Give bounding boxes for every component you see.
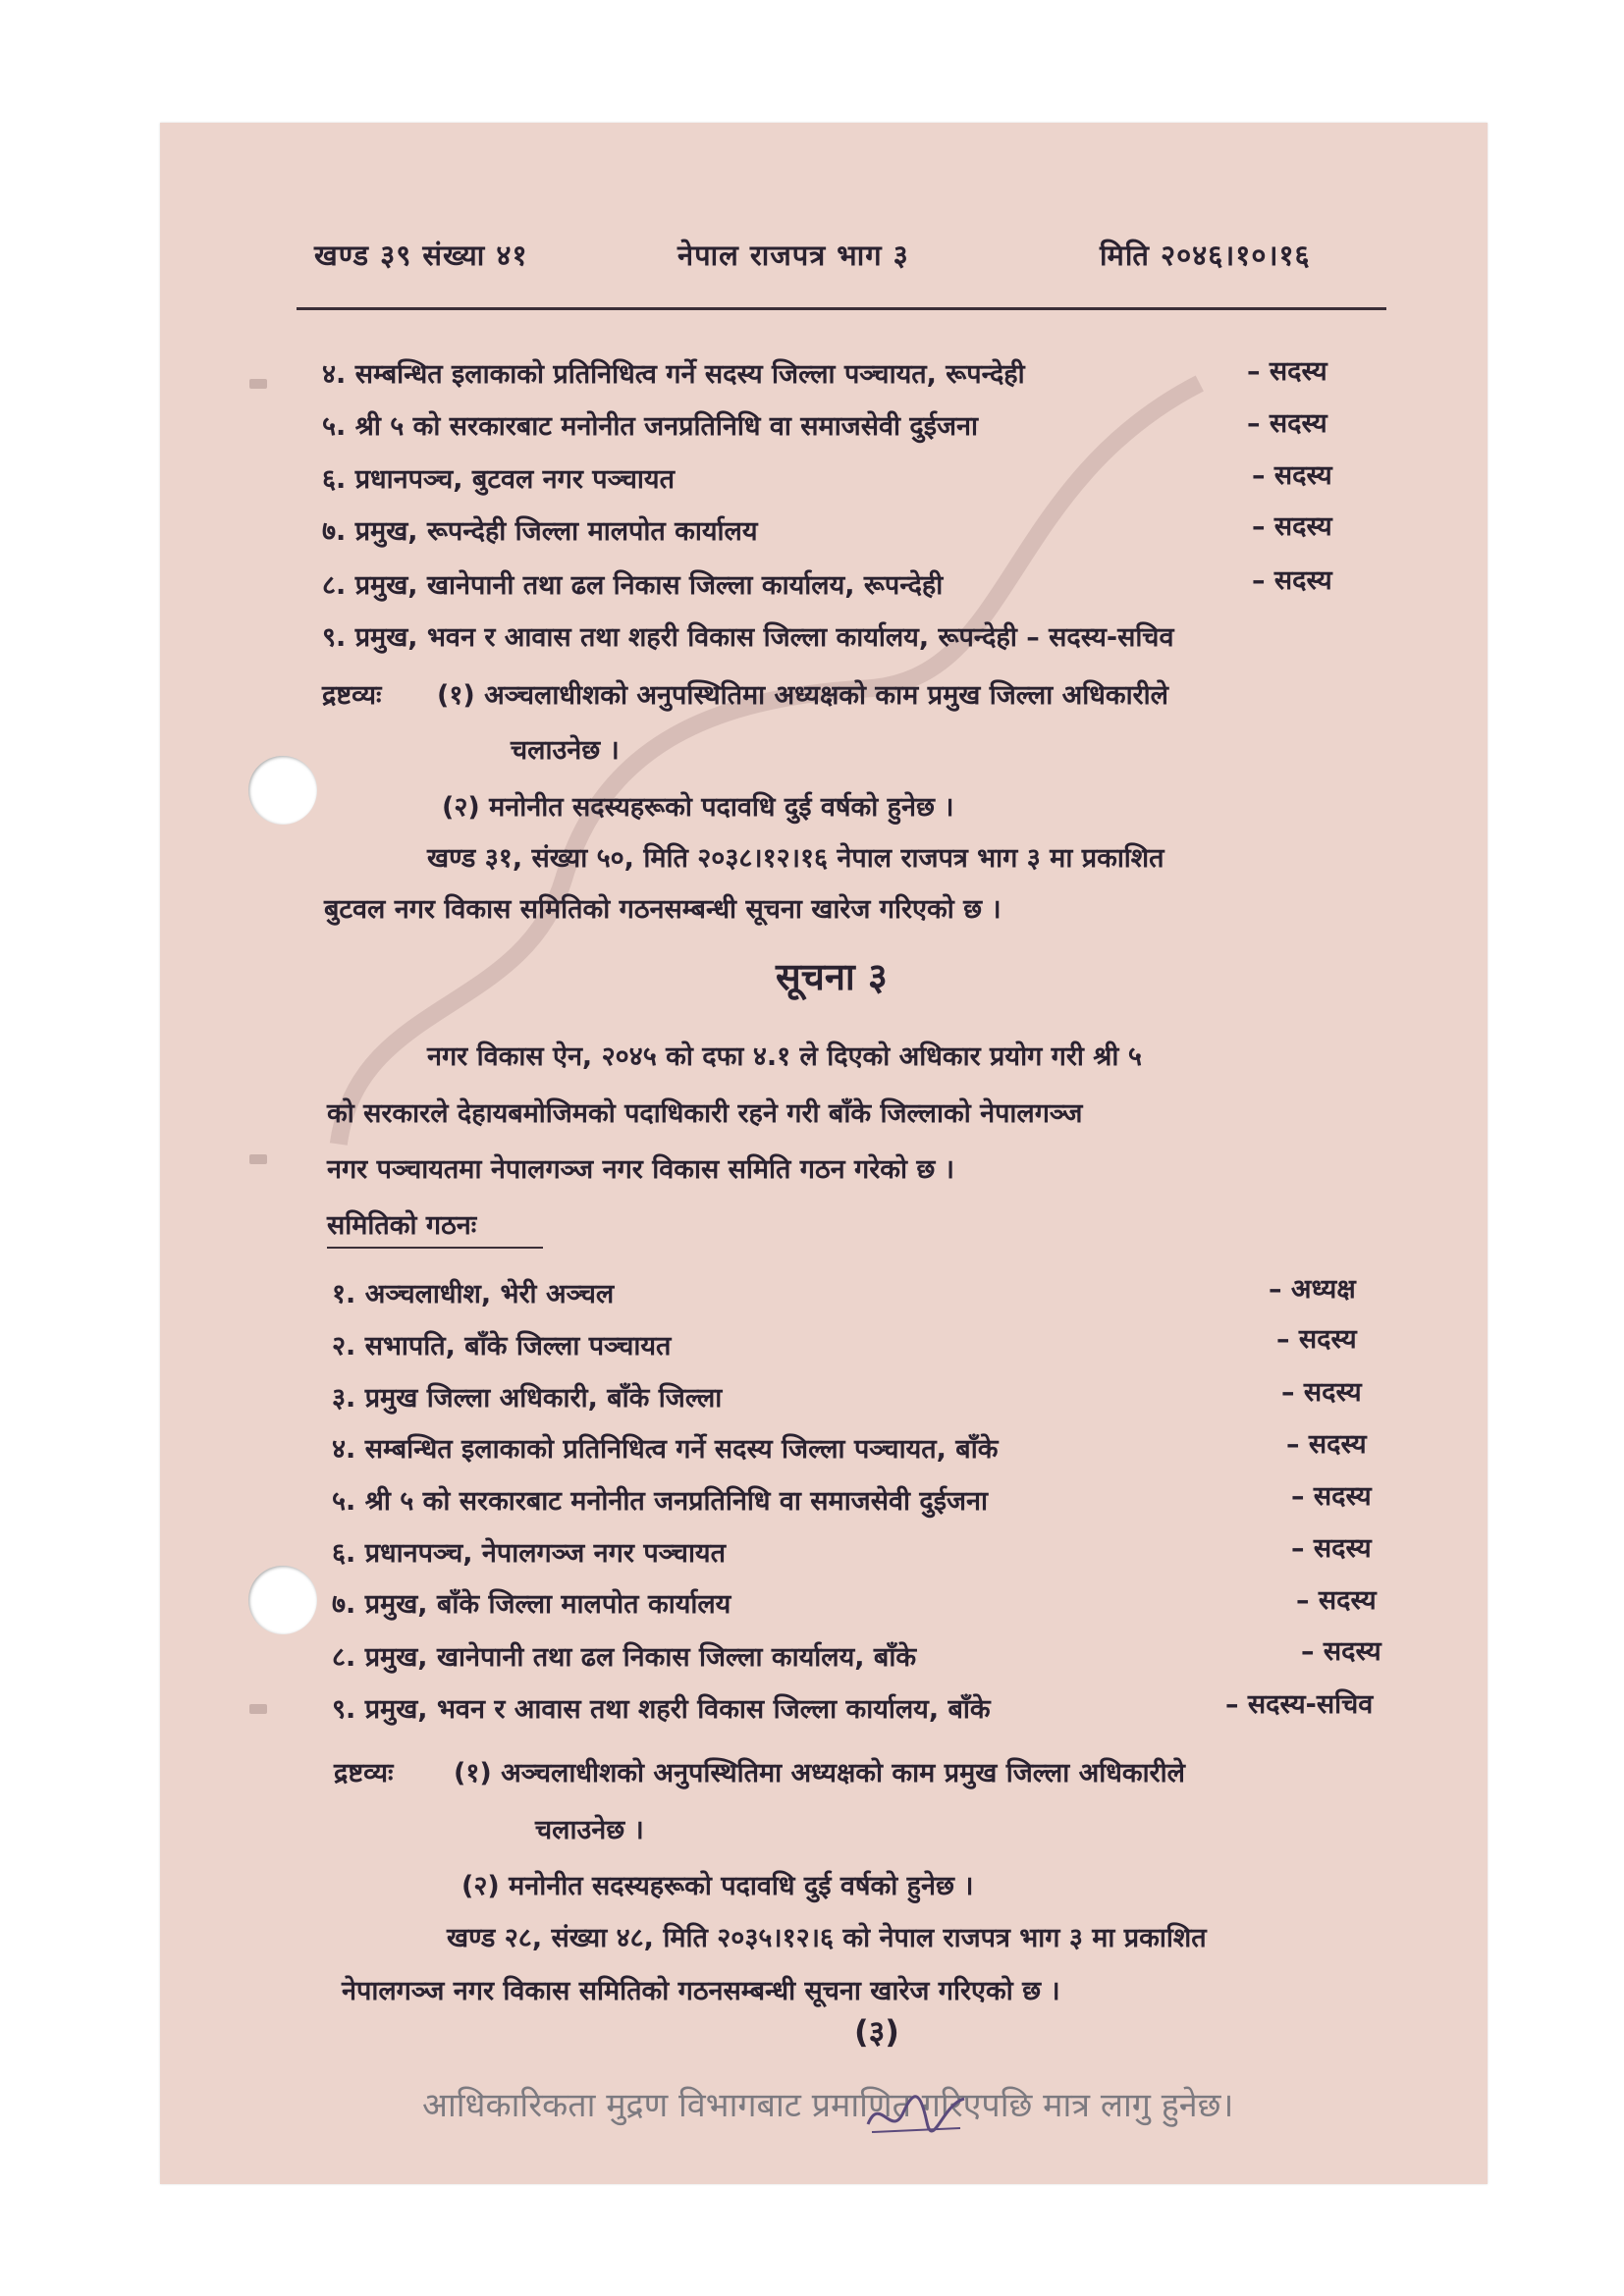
- header-gazette: नेपाल राजपत्र भाग ३: [677, 239, 909, 272]
- intro-line: को सरकारले देहायबमोजिमको पदाधिकारी रहने गरी बाँके जिल्लाको नेपालगञ्ज: [327, 1098, 1083, 1129]
- member-line: ९. प्रमुख, भवन र आवास तथा शहरी विकास जिल्ला कार्यालय, बाँके: [332, 1694, 991, 1725]
- member-line: ४. सम्बन्धित इलाकाको प्रतिनिधित्व गर्ने सदस्य जिल्ला पञ्चायत, रूपन्देही: [322, 359, 1025, 390]
- member-role: – अध्यक्ष: [1269, 1274, 1356, 1305]
- member-role: – सदस्य: [1291, 1533, 1372, 1564]
- gazette-header: [295, 236, 1394, 283]
- member-role: – सदस्य: [1252, 565, 1332, 596]
- member-line: ४. सम्बन्धित इलाकाको प्रतिनिधित्व गर्ने सदस्य जिल्ला पञ्चायत, बाँके: [332, 1434, 999, 1465]
- notice-title: सूचना ३: [776, 955, 888, 998]
- member-role: – सदस्य: [1252, 460, 1332, 491]
- member-role: – सदस्य-सचिव: [1225, 1689, 1374, 1720]
- member-role: – सदस्य: [1276, 1324, 1357, 1355]
- member-role: – सदस्य: [1252, 511, 1332, 542]
- member-line: ७. प्रमुख, बाँके जिल्ला मालपोत कार्यालय: [332, 1589, 731, 1620]
- header-rule: [297, 307, 1386, 310]
- member-line: ७. प्रमुख, रूपन्देही जिल्ला मालपोत कार्यालय: [322, 516, 758, 547]
- punch-hole: [248, 1566, 317, 1634]
- note-1-cont: चलाउनेछ ।: [535, 1815, 644, 1845]
- repeal-line-cont: बुटवल नगर विकास समितिको गठनसम्बन्धी सूचना खारेज गरिएको छ ।: [324, 894, 1001, 925]
- member-line: ६. प्रधानपञ्च, बुटवल नगर पञ्चायत: [322, 464, 675, 495]
- member-role: – सदस्य: [1291, 1481, 1372, 1512]
- repeal-line-cont: नेपालगञ्ज नगर विकास समितिको गठनसम्बन्धी सूचना खारेज गरिएको छ ।: [342, 1976, 1060, 2006]
- member-line: ३. प्रमुख जिल्ला अधिकारी, बाँके जिल्ला: [332, 1383, 723, 1414]
- repeal-line: खण्ड २८, संख्या ४८, मिति २०३५।१२।६ को नेपाल राजपत्र भाग ३ मा प्रकाशित: [447, 1923, 1207, 1953]
- intro-line: नगर पञ्चायतमा नेपालगञ्ज नगर विकास समिति गठन गरेको छ ।: [327, 1154, 954, 1185]
- member-line: ५. श्री ५ को सरकारबाट मनोनीत जनप्रतिनिधि वा समाजसेवी दुईजना: [322, 411, 978, 442]
- note-2: (२) मनोनीत सदस्यहरूको पदावधि दुई वर्षको हुनेछ ।: [442, 792, 954, 823]
- note-1-cont: चलाउनेछ ।: [511, 735, 620, 766]
- member-line: ८. प्रमुख, खानेपानी तथा ढल निकास जिल्ला कार्यालय, बाँके: [332, 1642, 917, 1673]
- page-number: (३): [854, 2013, 899, 2051]
- member-line: ५. श्री ५ को सरकारबाट मनोनीत जनप्रतिनिधि वा समाजसेवी दुईजना: [332, 1486, 988, 1517]
- intro-line: नगर विकास ऐन, २०४५ को दफा ४.१ ले दिएको अधिकार प्रयोग गरी श्री ५: [427, 1041, 1142, 1072]
- member-role: – सदस्य: [1247, 408, 1327, 439]
- punch-hole: [248, 756, 317, 825]
- member-role: – सदस्य: [1281, 1377, 1362, 1408]
- header-volume: खण्ड ३९ संख्या ४१: [314, 239, 528, 272]
- member-line: २. सभापति, बाँके जिल्ला पञ्चायत: [332, 1331, 672, 1362]
- member-role: – सदस्य: [1296, 1585, 1377, 1616]
- repeal-line: खण्ड ३१, संख्या ५०, मिति २०३८।१२।१६ नेपाल राजपत्र भाग ३ मा प्रकाशित: [427, 843, 1164, 874]
- note-label: द्रष्टव्यः: [334, 1758, 394, 1789]
- member-line: १. अञ्चलाधीश, भेरी अञ्चल: [332, 1279, 615, 1309]
- member-role: – सदस्य: [1301, 1636, 1381, 1667]
- member-line: ९. प्रमुख, भवन र आवास तथा शहरी विकास जिल्ला कार्यालय, रूपन्देही – सदस्य-सचिव: [322, 622, 1174, 653]
- member-line: ८. प्रमुख, खानेपानी तथा ढल निकास जिल्ला कार्यालय, रूपन्देही: [322, 570, 944, 601]
- member-role: – सदस्य: [1247, 356, 1327, 387]
- note-1: (१) अञ्चलाधीशको अनुपस्थितिमा अध्यक्षको काम प्रमुख जिल्ला अधिकारीले: [437, 680, 1168, 711]
- footer-disclaimer: आधिकारिकता मुद्रण विभागबाट प्रमाणित गरिएपछि मात्र लागु हुनेछ।: [422, 2086, 1234, 2125]
- handwritten-signature: [862, 2085, 970, 2144]
- note-1: (१) अञ्चलाधीशको अनुपस्थितिमा अध्यक्षको काम प्रमुख जिल्ला अधिकारीले: [454, 1758, 1185, 1789]
- paper-stain: [244, 373, 289, 397]
- paper-stain: [244, 1698, 289, 1722]
- member-line: ६. प्रधानपञ्च, नेपालगञ्ज नगर पञ्चायत: [332, 1538, 726, 1569]
- paper-stain: [244, 1148, 289, 1172]
- committee-subtitle: समितिको गठनः: [327, 1210, 477, 1241]
- subtitle-underline: [327, 1247, 543, 1249]
- note-2: (२) मनोनीत सदस्यहरूको पदावधि दुई वर्षको हुनेछ ।: [461, 1871, 974, 1901]
- header-date: मिति २०४६।१०।१६: [1100, 239, 1311, 272]
- member-role: – सदस्य: [1286, 1429, 1367, 1460]
- note-label: द्रष्टव्यः: [322, 680, 382, 711]
